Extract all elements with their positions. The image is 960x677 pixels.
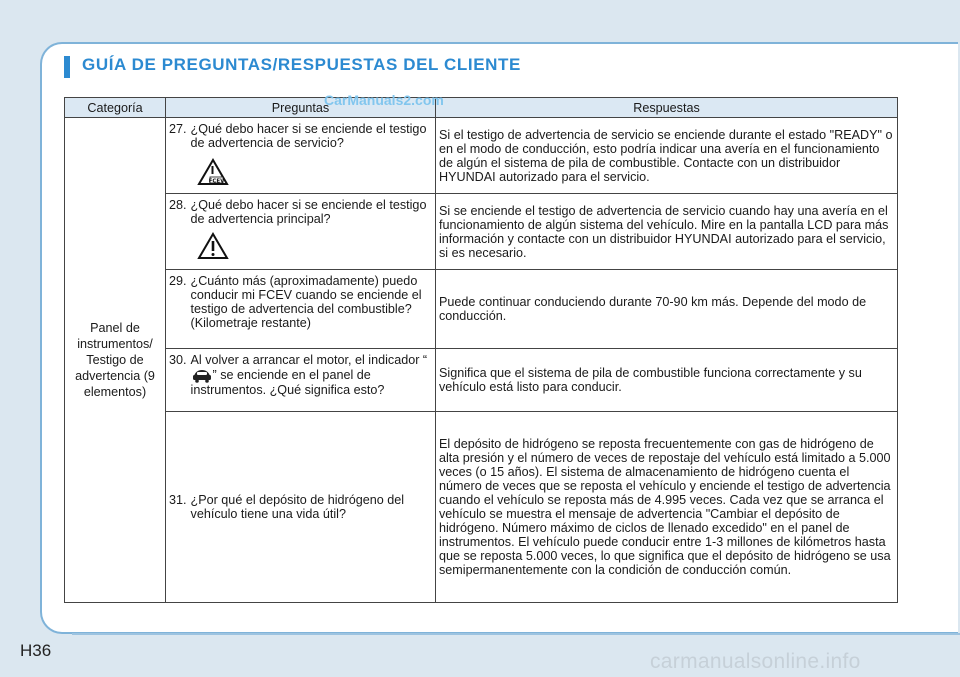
- col-header-answers: Respuestas: [436, 98, 898, 118]
- answer-cell: [436, 270, 898, 349]
- answer-cell: [436, 412, 898, 603]
- table-row: [65, 270, 898, 349]
- category-text: Panel de instrumentos/ Testigo de advertencia (9 elementos): [75, 321, 155, 399]
- answer-text: El depósito de hidrógeno se reposta frecuentemente con gas de hidrógeno de alta presión y el número de veces de repostaje del vehículo está limitado a 5.000 veces (o 15 años). El sistema de almacenamiento de hidrógeno cuenta el número de veces que se reposta el vehículo y enciende el testigo de advertencia cuando el vehículo se reposta más de 4.995 veces. Cada vez que se arranca el vehículo se muestra el mensaje de advertencia "Cambiar el depósito de hidrógeno. Número máximo de ciclos de llenado excedido" en el panel de instrumentos. El vehículo puede conducir entre 1-3 millones de kilómetros hasta que se reposta 5.000 veces, lo que significa que el depósito de hidrógeno se usa semipermanentemente con la condición de conducción común.: [439, 437, 891, 577]
- question-cell: [166, 349, 436, 412]
- table-header-row: [65, 98, 898, 118]
- answer-text: Puede continuar conduciendo durante 70-90 km más. Depende del modo de conducción.: [439, 295, 867, 323]
- question-number: 31.: [169, 493, 187, 507]
- svg-text:FCEV: FCEV: [208, 178, 225, 185]
- question-cell: [166, 118, 436, 194]
- table-row: [65, 349, 898, 412]
- site-watermark: carmanualsonline.info: [650, 650, 861, 673]
- question-cell: [166, 270, 436, 349]
- question-number: 29.: [169, 274, 187, 288]
- answer-text: Si el testigo de advertencia de servicio se enciende durante el estado "READY" o en el modo de conducción, esto podría indicar una avería en el funcionamiento de algún el sistema de pila de combustible. Contacte con un distribuidor HYUNDAI autorizado para el servicio.: [439, 127, 893, 184]
- answer-cell: [436, 194, 898, 270]
- question-text: ¿Cuánto más (aproximadamente) puedo conducir mi FCEV cuando se enciende el testigo de advertencia del combustible? (Kilometraje restante): [190, 274, 422, 330]
- page-number: H36: [20, 641, 52, 660]
- footer-divider: [72, 633, 960, 635]
- fcev-warning-icon: [197, 158, 229, 186]
- col-header-category: Categoría: [65, 98, 166, 118]
- question-text-part-b: ” se enciende en el panel de instrumentos. ¿Qué significa esto?: [190, 368, 385, 397]
- question-cell: [166, 412, 436, 603]
- answer-text: Si se enciende el testigo de advertencia de servicio cuando hay una avería en el funcionamiento de algún sistema del vehículo. Mire en la pantalla LCD para más información y contacte con un distribuidor HYUNDAI autorizado para el servicio, si es necesario.: [439, 203, 889, 260]
- table-row: [65, 412, 898, 603]
- qa-table: [64, 97, 898, 603]
- question-number: 28.: [169, 198, 187, 212]
- answer-cell: [436, 349, 898, 412]
- answer-cell: [436, 118, 898, 194]
- category-cell: [65, 118, 166, 603]
- question-text: ¿Qué debo hacer si se enciende el testigo de advertencia de servicio?: [190, 122, 427, 150]
- table-row: [65, 118, 898, 194]
- title-accent-bar: [64, 56, 70, 78]
- ready-car-icon: [191, 367, 213, 383]
- question-text: ¿Qué debo hacer si se enciende el testigo de advertencia principal?: [190, 198, 427, 226]
- table-row: [65, 194, 898, 270]
- watermark: CarManuals2.com: [324, 92, 444, 108]
- answer-text: Significa que el sistema de pila de combustible funciona correctamente y su vehículo está listo para conducir.: [439, 366, 862, 394]
- question-text-part-a: Al volver a arrancar el motor, el indicador “: [190, 353, 428, 367]
- col-header-questions: Preguntas: [166, 98, 436, 118]
- page-title: GUÍA DE PREGUNTAS/RESPUESTAS DEL CLIENTE: [82, 55, 521, 74]
- question-text: ¿Por qué el depósito de hidrógeno del vehículo tiene una vida útil?: [190, 493, 405, 521]
- question-cell: [166, 194, 436, 270]
- master-warning-icon: [197, 232, 229, 260]
- question-number: 27.: [169, 122, 187, 136]
- question-number: 30.: [169, 353, 187, 367]
